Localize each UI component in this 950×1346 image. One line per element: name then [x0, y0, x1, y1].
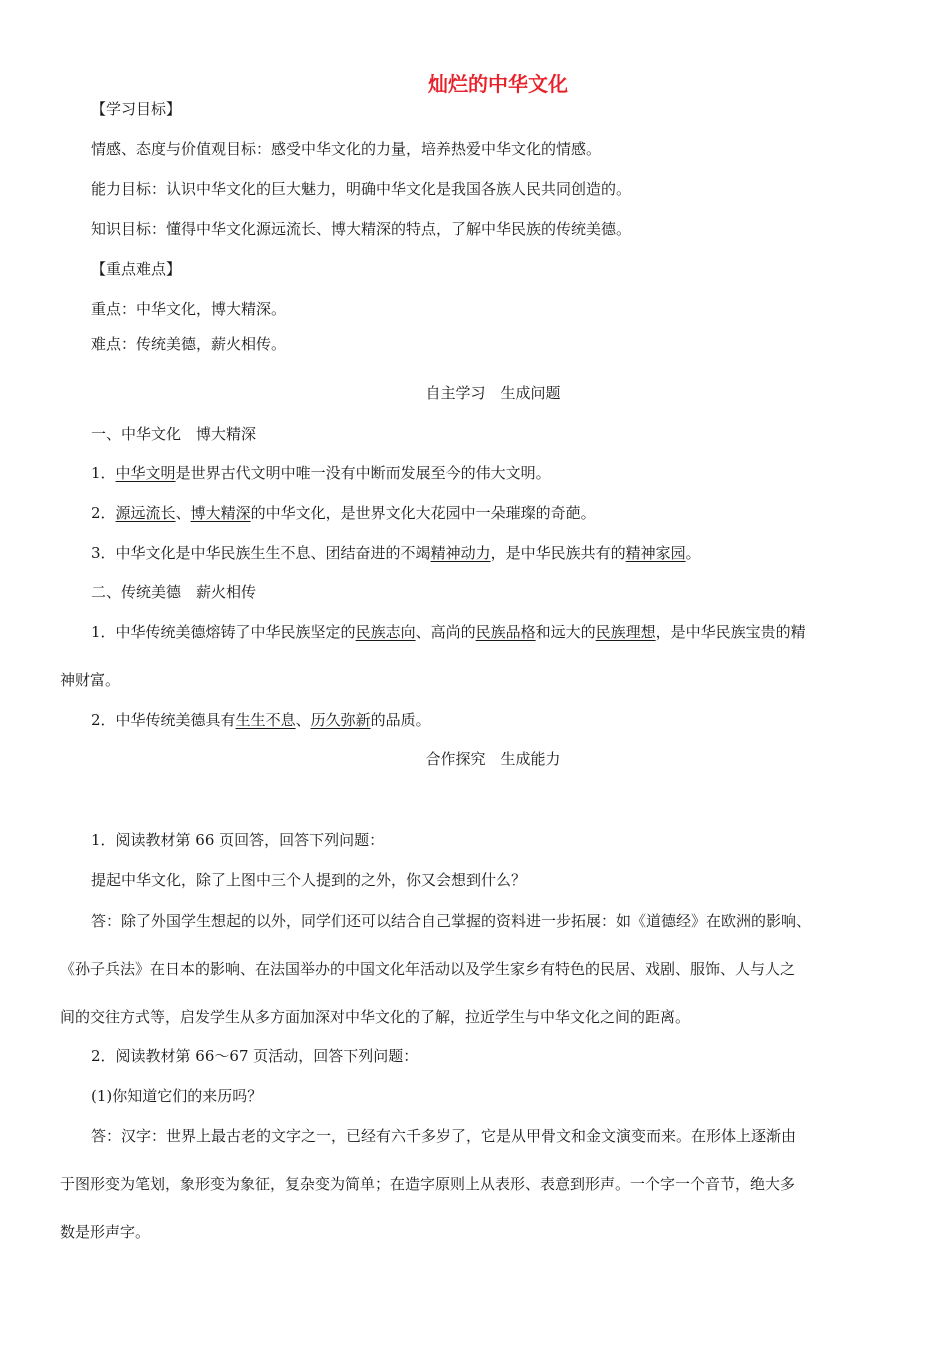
coop-heading: 合作探究 生成能力 [425, 750, 561, 768]
goals-heading: 【学习目标】 [91, 100, 182, 118]
goal-knowledge: 知识目标：懂得中华文化源远流长、博大精深的特点，了解中华民族的传统美德。 [91, 220, 632, 238]
underlined-term: 历久弥新 [310, 711, 371, 729]
coop-answer-2-line-3: 数是形声字。 [60, 1223, 151, 1241]
self-study-heading: 自主学习 生成问题 [425, 384, 561, 402]
coop-answer-2-line-1: 答：汉字：世界上最古老的文字之一，已经有六千多岁了，它是从甲骨文和金文演变而来。在形体上逐渐由 [91, 1127, 797, 1145]
coop-question-1-sub: 提起中华文化，除了上图中三个人提到的之外，你又会想到什么？ [91, 871, 527, 889]
coop-question-1: 1．阅读教材第 66 页回答，回答下列问题： [91, 831, 385, 849]
underlined-term: 民族理想 [595, 623, 656, 641]
focus-difficult: 难点：传统美德，薪火相传。 [91, 335, 287, 353]
self-study-item-3: 3．中华文化是中华民族生生不息、团结奋进的不竭精神动力，是中华民族共有的精神家园。 [91, 544, 701, 562]
self-study-item-4: 1．中华传统美德熔铸了中华民族坚定的民族志向、高尚的民族品格和远大的民族理想，是中华民族宝贵的精 [91, 623, 806, 641]
underlined-term: 精神动力 [430, 544, 491, 562]
underlined-term: 民族品格 [475, 623, 536, 641]
underlined-term: 生生不息 [235, 711, 296, 729]
underlined-term: 源远流长 [115, 504, 176, 522]
self-study-item-2: 2．源远流长、博大精深的中华文化，是世界文化大花园中一朵璀璨的奇葩。 [91, 504, 596, 522]
goal-emotion: 情感、态度与价值观目标：感受中华文化的力量，培养热爱中华文化的情感。 [91, 140, 602, 158]
coop-answer-2-line-2: 于图形变为笔划，象形变为象征，复杂变为简单；在造字原则上从表形、表意到形声。一个字一个音节，绝大多 [60, 1175, 796, 1193]
coop-question-2: 2．阅读教材第 66～67 页活动，回答下列问题： [91, 1047, 419, 1065]
focus-key: 重点：中华文化，博大精深。 [91, 300, 287, 318]
underlined-term: 精神家园 [625, 544, 686, 562]
coop-answer-1-line-3: 间的交往方式等，启发学生从多方面加深对中华文化的了解，拉近学生与中华文化之间的距离。 [60, 1008, 691, 1026]
underlined-term: 民族志向 [355, 623, 416, 641]
underlined-term: 博大精深 [190, 504, 251, 522]
self-study-item-4-continued: 神财富。 [60, 671, 121, 689]
self-study-item-1: 1．中华文明是世界古代文明中唯一没有中断而发展至今的伟大文明。 [91, 464, 551, 482]
coop-question-2-sub: (1)你知道它们的来历吗？ [91, 1087, 263, 1105]
goal-ability: 能力目标：认识中华文化的巨大魅力，明确中华文化是我国各族人民共同创造的。 [91, 180, 632, 198]
focus-heading: 【重点难点】 [91, 260, 182, 278]
underlined-term: 中华文明 [115, 464, 176, 482]
part1-heading: 一、中华文化 博大精深 [91, 425, 257, 443]
coop-answer-1-line-1: 答：除了外国学生想起的以外，同学们还可以结合自己掌握的资料进一步拓展：如《道德经》在欧洲的影响、 [91, 912, 812, 930]
self-study-item-5: 2．中华传统美德具有生生不息、历久弥新的品质。 [91, 711, 431, 729]
page-title: 灿烂的中华文化 [428, 72, 568, 96]
part2-heading: 二、传统美德 薪火相传 [91, 583, 257, 601]
coop-answer-1-line-2: 《孙子兵法》在日本的影响、在法国举办的中国文化年活动以及学生家乡有特色的民居、戏剧、服饰、人与人之 [60, 960, 796, 978]
